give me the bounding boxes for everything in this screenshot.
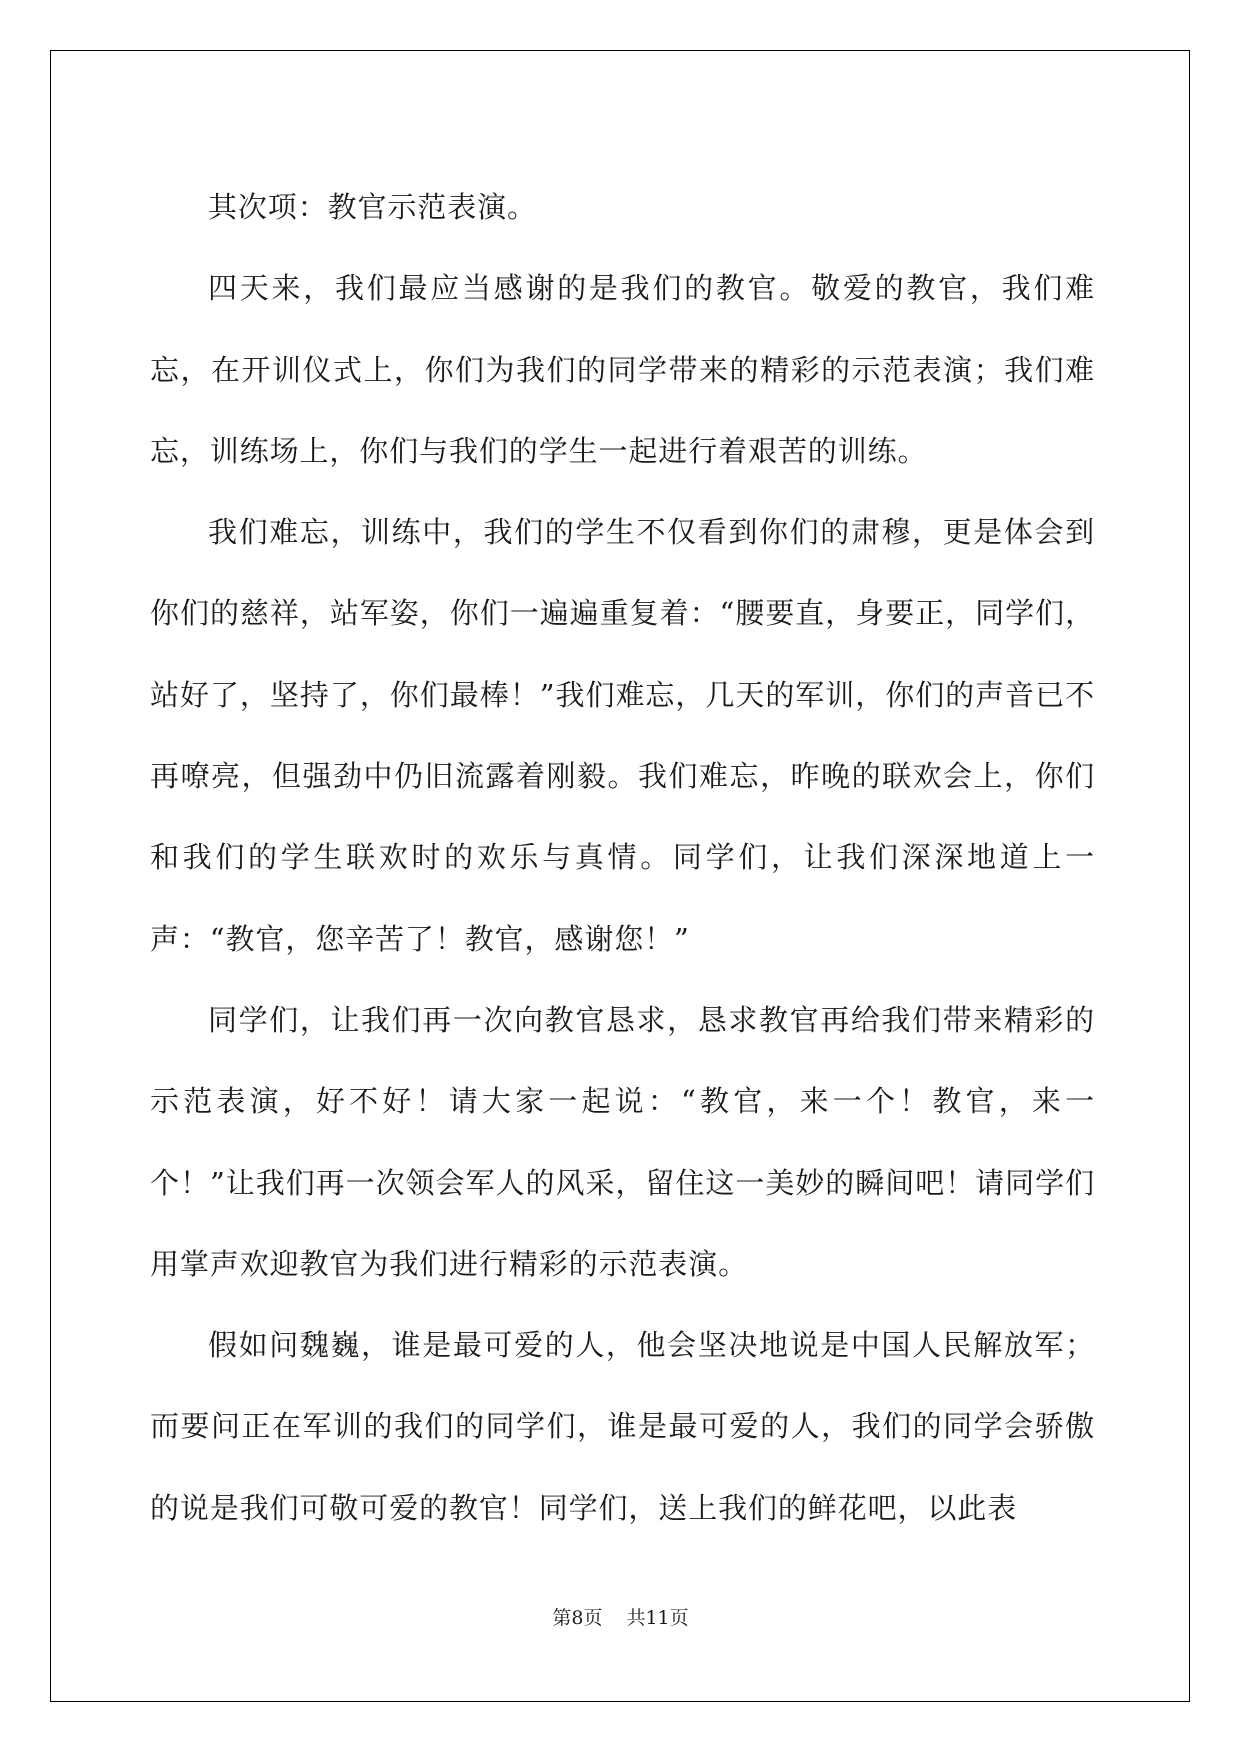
current-page-label: 第8页: [552, 1607, 603, 1629]
document-body: [150, 167, 1095, 1549]
paragraph-1: 其次项：教官示范表演。: [208, 190, 537, 224]
total-pages-label: 共11页: [626, 1607, 689, 1629]
paragraph-4: 同学们，让我们再一次向教官恳求，恳求教官再给我们带来精彩的示范表演，好不好！请大家一起说：“教官，来一个！教官，来一个！”让我们再一次领会军人的风采，留住这一美妙的瞬间吧！请同学们用掌声欢迎教官为我们进行精彩的示范表演。: [150, 1002, 1095, 1281]
paragraph-5: 假如问魏巍，谁是最可爱的人，他会坚决地说是中国人民解放军；而要问正在军训的我们的同学们，谁是最可爱的人，我们的同学会骄傲的说是我们可敬可爱的教官！同学们，送上我们的鲜花吧，以此表: [150, 1328, 1095, 1525]
page-footer: [0, 1603, 1241, 1630]
paragraph-3: 我们难忘，训练中，我们的学生不仅看到你们的肃穆，更是体会到你们的慈祥，站军姿，你们一遍遍重复着：“腰要直，身要正，同学们，站好了，坚持了，你们最棒！”我们难忘，几天的军训，你们的声音已不再嘹亮，但强劲中仍旧流露着刚毅。我们难忘，昨晚的联欢会上，你们和我们的学生联欢时的欢乐与真情。同学们，让我们深深地道上一声：“教官，您辛苦了！教官，感谢您！”: [150, 515, 1095, 956]
paragraph-2: 四天来，我们最应当感谢的是我们的教官。敬爱的教官，我们难忘，在开训仪式上，你们为我们的同学带来的精彩的示范表演；我们难忘，训练场上，你们与我们的学生一起进行着艰苦的训练。: [150, 271, 1095, 468]
